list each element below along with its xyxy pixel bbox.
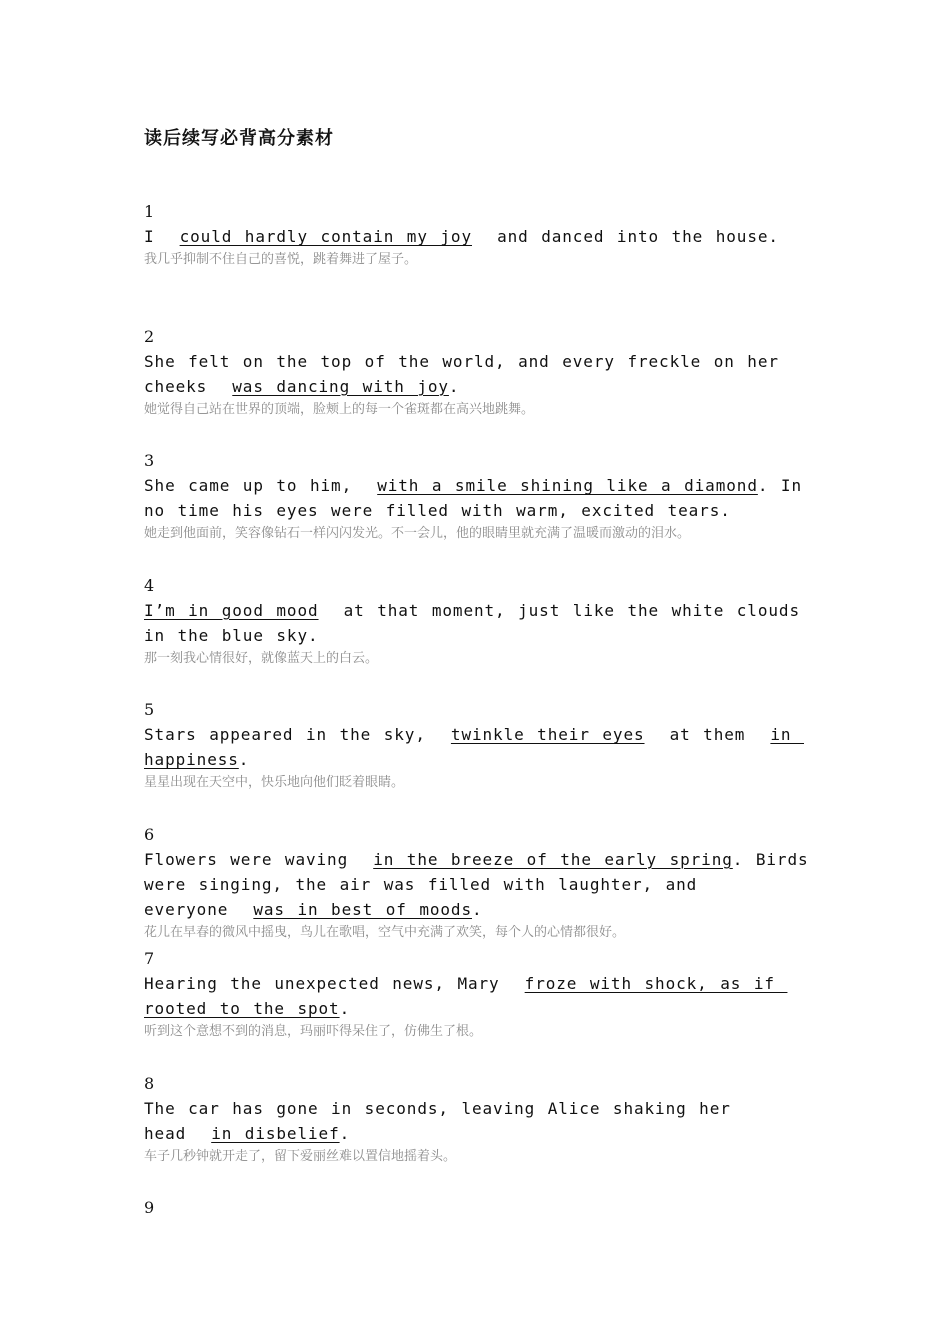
entry-list (144, 202, 824, 1323)
sentence-text: She felt on the top of the world, and every freckle on her (144, 351, 779, 371)
entry-number: 3 (144, 451, 155, 470)
english-sentence-line (144, 1121, 814, 1146)
list-item (144, 576, 824, 701)
list-item (144, 825, 824, 950)
sentence-text: no time his eyes were filled with warm, excited tears. (144, 501, 731, 520)
sentence-text: cheeks (144, 376, 233, 396)
english-sentence-line (144, 1096, 814, 1121)
list-item (144, 202, 824, 327)
sentence-text: . Birds (732, 849, 809, 869)
sentence-text: everyone (144, 899, 254, 919)
list-item (144, 451, 824, 576)
chinese-translation: 花儿在早春的微风中摇曳，鸟儿在歌唱，空气中充满了欢笑，每个人的心情都很好。 (144, 924, 626, 940)
sentence-text: Flowers were waving (144, 849, 374, 869)
english-sentence-line (144, 722, 814, 747)
english-sentence-line (144, 498, 814, 523)
highlighted-phrase: rooted to the spot (144, 999, 340, 1018)
list-item (144, 1074, 824, 1199)
highlighted-phrase: twinkle their eyes (450, 725, 645, 744)
english-sentence-line (144, 847, 814, 872)
highlighted-phrase: in the breeze of the early spring (373, 849, 733, 869)
english-sentence-line (144, 872, 814, 897)
chinese-translation: 那一刻我心情很好，就像蓝天上的白云。 (144, 650, 379, 666)
english-sentence-line (144, 747, 814, 772)
entry-number: 5 (144, 700, 155, 719)
highlighted-phrase: froze with shock, as if (524, 974, 788, 993)
highlighted-phrase: in (770, 725, 804, 744)
highlighted-phrase: with a smile shining like a diamond (377, 476, 758, 495)
highlighted-phrase: I’m in good mood (144, 600, 319, 620)
entry-number: 8 (144, 1073, 155, 1093)
english-sentence-line (144, 349, 814, 374)
sentence-text: . (238, 750, 250, 769)
document-title: 读后续写必背高分素材 (144, 128, 334, 149)
chinese-translation: 听到这个意想不到的消息，玛丽吓得呆住了，仿佛生了根。 (144, 1024, 483, 1039)
sentence-text: . (339, 1123, 351, 1143)
entry-number: 2 (144, 326, 155, 346)
list-item (144, 949, 824, 1074)
english-sentence-line (144, 623, 814, 648)
sentence-text: Hearing the unexpected news, Mary (144, 974, 525, 993)
sentence-text: in the blue sky. (144, 625, 319, 645)
highlighted-phrase: was dancing with joy (232, 376, 449, 396)
sentence-text: I (144, 227, 180, 246)
list-item (144, 700, 824, 825)
sentence-text: She came up to him, (144, 476, 378, 495)
sentence-text: Stars appeared in the sky, (144, 725, 451, 744)
highlighted-phrase: in disbelief (211, 1123, 340, 1143)
english-sentence-line (144, 374, 814, 399)
chinese-translation: 她觉得自己站在世界的顶端，脸颊上的每一个雀斑都在高兴地跳舞。 (144, 401, 535, 417)
english-sentence-line (144, 473, 814, 498)
entry-number: 4 (144, 575, 155, 595)
sentence-text: . In (757, 476, 802, 495)
highlighted-phrase: could hardly contain my joy (179, 227, 472, 246)
highlighted-phrase: happiness (144, 750, 239, 769)
chinese-translation: 我几乎抑制不住自己的喜悦，跳着舞进了屋子。 (144, 252, 418, 267)
entry-number: 6 (144, 824, 155, 844)
sentence-text: The car has gone in seconds, leaving Alice shaking her (144, 1098, 731, 1118)
chinese-translation: 她走到他面前，笑容像钻石一样闪闪发光。不一会儿，他的眼睛里就充满了温暖而激动的泪水。 (144, 526, 691, 541)
sentence-text: at that moment, just like the white clouds (318, 600, 800, 620)
english-sentence-line (144, 996, 814, 1021)
sentence-text: . (339, 999, 351, 1018)
sentence-text: at them (644, 725, 771, 744)
chinese-translation: 星星出现在天空中，快乐地向他们眨着眼睛。 (144, 775, 405, 790)
sentence-text: head (144, 1123, 212, 1143)
entry-number: 9 (144, 1198, 155, 1217)
english-sentence-line (144, 598, 814, 623)
highlighted-phrase: was in best of moods (253, 899, 472, 919)
chinese-translation: 车子几秒钟就开走了，留下爱丽丝难以置信地摇着头。 (144, 1148, 457, 1164)
entry-number: 1 (144, 202, 155, 221)
english-sentence-line (144, 971, 814, 996)
sentence-text: . (448, 376, 460, 396)
sentence-text: and danced into the house. (472, 227, 779, 246)
sentence-text: . (471, 899, 483, 919)
entry-number: 7 (144, 949, 155, 968)
list-item (144, 327, 824, 452)
english-sentence-line (144, 224, 814, 249)
list-item (144, 1198, 824, 1323)
english-sentence-line (144, 897, 814, 922)
sentence-text: were singing, the air was filled with laughter, and (144, 874, 698, 894)
